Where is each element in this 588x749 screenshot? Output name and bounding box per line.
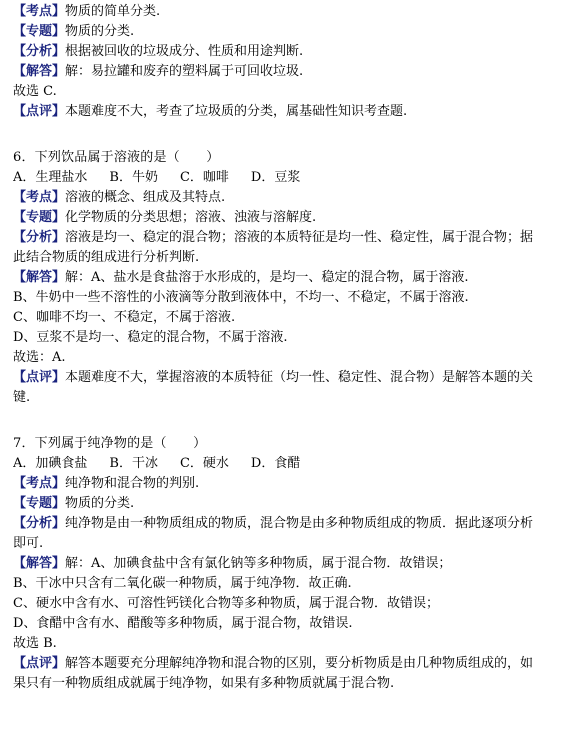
q6-fenxi-cont: [13, 248, 575, 268]
dianping-label: 【点评】: [13, 104, 66, 119]
q6-fenxi: [13, 228, 575, 248]
fenxi-label: 【分析】: [13, 516, 66, 531]
dianping-text: 本题难度不大，考查了垃圾质的分类，属基础性知识考查题.: [65, 104, 408, 119]
jieda-text-d: D、豆浆不是均一、稳定的混合物，不属于溶液.: [13, 330, 288, 345]
fenxi-label: 【分析】: [13, 230, 66, 245]
jieda-label: 【解答】: [13, 64, 66, 79]
q7-dianping: [13, 654, 575, 674]
fenxi-text: 纯净物是由一种物质组成的物质，混合物是由多种物质组成的物质．据此逐项分析: [65, 516, 534, 531]
jieda-text-c: C、咖啡不均一、不稳定，不属于溶液.: [13, 310, 236, 325]
q7-question: [13, 434, 575, 454]
dianping-text-cont: 果只有一种物质组成就属于纯净物，如果有多种物质就属于混合物.: [13, 676, 395, 691]
block1-jieda: [13, 62, 575, 82]
q7-zhuanti: [13, 494, 575, 514]
q6-dianping: [13, 368, 575, 388]
q7-option-a: A．加碘食盐: [13, 456, 88, 471]
dianping-label: 【点评】: [13, 370, 66, 385]
jieda-text-d: D、食醋中含有水、醋酸等多种物质，属于混合物，故错误.: [13, 616, 353, 631]
zhuanti-label: 【专题】: [13, 210, 66, 225]
jieda-text-b: B、牛奶中一些不溶性的小液滴等分散到液体中，不均一、不稳定，不属于溶液.: [13, 290, 469, 305]
q6-jieda-b: [13, 288, 575, 308]
q7-options: [13, 454, 575, 474]
fenxi-label: 【分析】: [13, 44, 66, 59]
q7-kaodian: [13, 474, 575, 494]
dianping-text: 本题难度不大，掌握溶液的本质特征（均一性、稳定性、混合物）是解答本题的关: [65, 370, 534, 385]
q6-kaodian: [13, 188, 575, 208]
fenxi-text: 溶液是均一、稳定的混合物；溶液的本质特征是均一性、稳定性，属于混合物；据: [65, 230, 534, 245]
fenxi-text: 根据被回收的垃圾成分、性质和用途判断.: [65, 44, 304, 59]
q7-jieda: [13, 554, 575, 574]
q7-fenxi: [13, 514, 575, 534]
jieda-text: 解：A、盐水是食盐溶于水形成的，是均一、稳定的混合物，属于溶液.: [65, 270, 469, 285]
q7-option-d: D．食醋: [250, 456, 301, 471]
q6-question-text: 6．下列饮品属于溶液的是（ ）: [13, 150, 220, 165]
dianping-label: 【点评】: [13, 656, 66, 671]
fenxi-text-cont: 即可.: [13, 536, 44, 551]
dianping-text: 解答本题要充分理解纯净物和混合物的区别，要分析物质是由几种物质组成的，如: [65, 656, 534, 671]
zhuanti-label: 【专题】: [13, 24, 66, 39]
block1-zhuanti: [13, 22, 575, 42]
fenxi-text-cont: 此结合物质的组成进行分析判断.: [13, 250, 200, 265]
jieda-text-c: C、硬水中含有水、可溶性钙镁化合物等多种物质，属于混合物．故错误；: [13, 596, 439, 611]
q6-option-d: D．豆浆: [250, 170, 301, 185]
answer-text: 故选：A.: [13, 350, 66, 365]
jieda-text-b: B、干冰中只含有二氧化碳一种物质，属于纯净物．故正确.: [13, 576, 352, 591]
q7-option-b: B．干冰: [109, 456, 158, 471]
block1-dianping: [13, 102, 575, 122]
kaodian-text: 溶液的概念、组成及其特点.: [65, 190, 226, 205]
kaodian-text: 物质的简单分类.: [65, 4, 161, 19]
q6-answer: [13, 348, 575, 368]
jieda-label: 【解答】: [13, 270, 66, 285]
zhuanti-text: 物质的分类.: [65, 24, 135, 39]
q7-jieda-d: [13, 614, 575, 634]
jieda-text: 解：易拉罐和废弃的塑料属于可回收垃圾.: [65, 64, 304, 79]
q6-option-c: C．咖啡: [179, 170, 229, 185]
q6-jieda-d: [13, 328, 575, 348]
kaodian-text: 纯净物和混合物的判别.: [65, 476, 200, 491]
jieda-label: 【解答】: [13, 556, 66, 571]
q7-jieda-b: [13, 574, 575, 594]
kaodian-label: 【考点】: [13, 4, 66, 19]
q7-fenxi-cont: [13, 534, 575, 554]
q6-option-b: B．牛奶: [109, 170, 158, 185]
q7-option-c: C．硬水: [179, 456, 229, 471]
q6-option-a: A．生理盐水: [13, 170, 88, 185]
q6-jieda-c: [13, 308, 575, 328]
answer-text: 故选 B.: [13, 636, 57, 651]
zhuanti-text: 化学物质的分类思想；溶液、浊液与溶解度.: [65, 210, 317, 225]
q7-question-text: 7．下列属于纯净物的是（ ）: [13, 436, 207, 451]
q7-jieda-c: [13, 594, 575, 614]
block1-fenxi: [13, 42, 575, 62]
block1-answer: [13, 82, 575, 102]
zhuanti-label: 【专题】: [13, 496, 66, 511]
q6-dianping-cont: [13, 388, 575, 408]
kaodian-label: 【考点】: [13, 190, 66, 205]
jieda-text: 解：A、加碘食盐中含有氯化钠等多种物质，属于混合物．故错误；: [65, 556, 452, 571]
zhuanti-text: 物质的分类.: [65, 496, 135, 511]
q6-question: [13, 148, 575, 168]
q7-answer: [13, 634, 575, 654]
block1-kaodian: [13, 2, 575, 22]
q6-zhuanti: [13, 208, 575, 228]
q7-dianping-cont: [13, 674, 575, 694]
answer-text: 故选 C.: [13, 84, 57, 99]
dianping-text-cont: 键.: [13, 390, 31, 405]
q6-options: [13, 168, 575, 188]
kaodian-label: 【考点】: [13, 476, 66, 491]
q6-jieda: [13, 268, 575, 288]
